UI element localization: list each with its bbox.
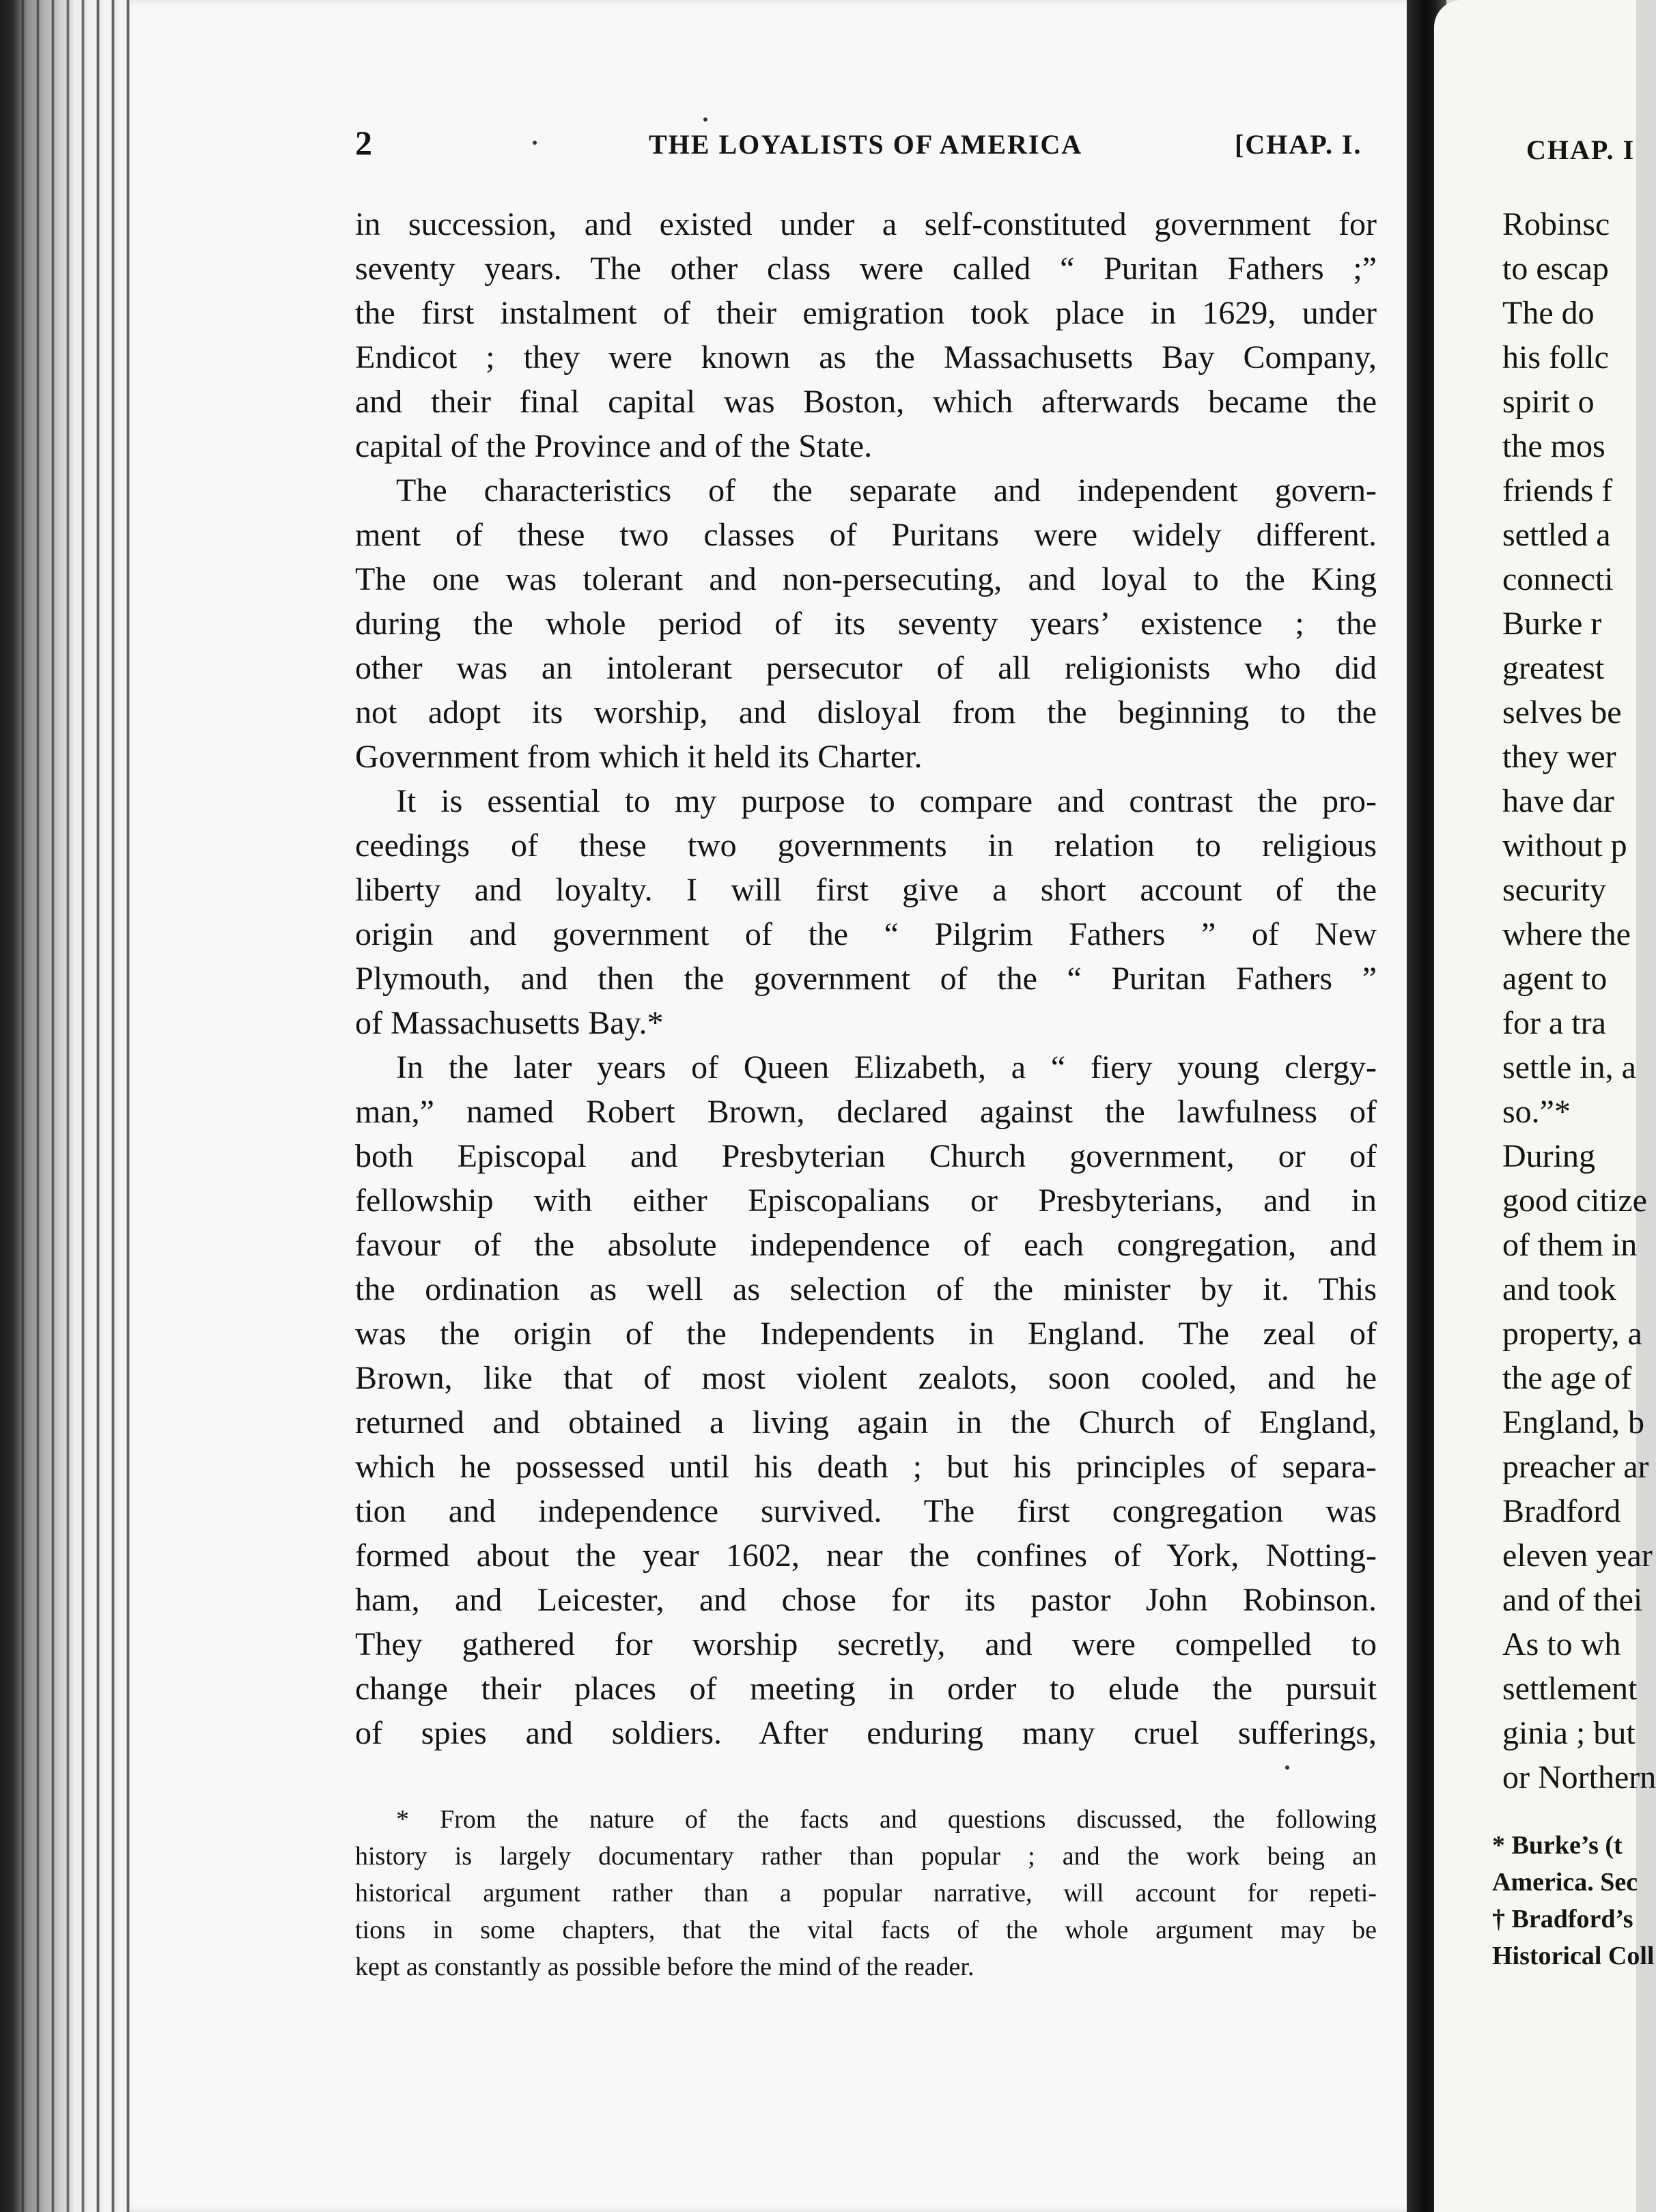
text-line: ham, and Leicester, and chose for its pastor John Robinson. (355, 1582, 1377, 1618)
right-text-line: without p (1502, 827, 1627, 864)
text-line: tion and independence survived. The first congregation was (355, 1493, 1377, 1529)
text-line: In the later years of Queen Elizabeth, a “ fiery young clergy- (396, 1049, 1377, 1086)
text-line: They gathered for worship secretly, and were compelled to (355, 1626, 1377, 1662)
right-text-line: Bradford (1502, 1493, 1621, 1529)
text-line: Brown, like that of most violent zealots, soon cooled, and he (355, 1360, 1377, 1396)
right-text-line: of them in (1502, 1227, 1638, 1263)
right-footnote-line: Historical Coll (1492, 1942, 1655, 1970)
footnote-line: historical argument rather than a popular narrative, will account for repeti- (355, 1879, 1377, 1908)
footnote-line: tions in some chapters, that the vital facts of the whole argument may be (355, 1916, 1377, 1944)
text-line: which he possessed until his death ; but his principles of separa- (355, 1449, 1377, 1485)
text-line: It is essential to my purpose to compare and contrast the pro- (396, 783, 1377, 819)
text-line: ment of these two classes of Puritans were widely different. (355, 517, 1377, 553)
right-footnote-line: America. Sec (1492, 1868, 1638, 1897)
right-text-line: where the (1502, 916, 1631, 952)
text-line: in succession, and existed under a self-constituted government for (355, 206, 1377, 242)
right-text-line: the mos (1502, 428, 1605, 464)
text-line: liberty and loyalty. I will first give a short account of the (355, 872, 1377, 908)
main-text (355, 202, 1377, 1755)
running-head (0, 124, 1636, 176)
text-line: both Episcopal and Presbyterian Church government, or of (355, 1138, 1377, 1174)
page-stack-edge (0, 0, 130, 2212)
right-text-line: his follc (1502, 339, 1609, 375)
right-text-line: England, b (1502, 1404, 1644, 1441)
right-text-line: connecti (1502, 561, 1614, 597)
right-text-line: settle in, a (1502, 1049, 1636, 1086)
text-line: of spies and soldiers. After enduring many cruel sufferings, (355, 1715, 1377, 1751)
text-line: fellowship with either Episcopalians or Presbyterians, and in (355, 1182, 1377, 1219)
speck (703, 117, 707, 122)
text-line: The characteristics of the separate and independent govern- (396, 472, 1377, 509)
text-line: the first instalment of their emigration took place in 1629, under (355, 295, 1377, 331)
text-line: was the origin of the Independents in England. The zeal of (355, 1316, 1377, 1352)
right-text-line: have dar (1502, 783, 1614, 819)
right-text-line: preacher ar (1502, 1449, 1649, 1485)
right-page-chapter-ref: CHAP. I (1526, 134, 1636, 165)
footnote (355, 1801, 1377, 1985)
text-line: not adopt its worship, and disloyal from the beginning to the (355, 694, 1377, 731)
right-text-line: they wer (1502, 739, 1616, 775)
right-text-line: settlement (1502, 1671, 1638, 1707)
right-text-line: and took (1502, 1271, 1616, 1307)
footnote-line: * From the nature of the facts and questions discussed, the following (396, 1805, 1377, 1834)
page-number: 2 (355, 124, 374, 162)
right-text-line: selves be (1502, 694, 1622, 731)
right-page-body (1502, 202, 1656, 1800)
text-line: man,” named Robert Brown, declared against the lawfulness of (355, 1094, 1377, 1130)
right-text-line: Burke r (1502, 606, 1602, 642)
right-text-line: security (1502, 872, 1606, 908)
chapter-reference: [CHAP. I. (1235, 129, 1362, 160)
text-line: the ordination as well as selection of the minister by it. This (355, 1271, 1377, 1307)
right-text-line: to escap (1502, 251, 1609, 287)
text-line: origin and government of the “ Pilgrim Fathers ” of New (355, 916, 1377, 952)
right-text-line: greatest (1502, 650, 1605, 686)
right-text-line: agent to (1502, 961, 1608, 997)
footnote-line: history is largely documentary rather than popular ; and the work being an (355, 1842, 1377, 1871)
right-text-line: for a tra (1502, 1005, 1606, 1041)
right-text-line: The do (1502, 295, 1595, 331)
right-text-line: spirit o (1502, 384, 1595, 420)
text-line: The one was tolerant and non-persecuting, and loyal to the King (355, 561, 1377, 597)
text-line: formed about the year 1602, near the confines of York, Notting- (355, 1537, 1377, 1574)
right-page (1434, 0, 1656, 2212)
right-text-line: ginia ; but (1502, 1715, 1636, 1751)
right-text-line: settled a (1502, 517, 1611, 553)
text-line: of Massachusetts Bay.* (355, 1005, 664, 1041)
right-text-line: During (1502, 1138, 1595, 1174)
speck (1285, 1766, 1289, 1770)
footnote-line: kept as constantly as possible before the mind of the reader. (355, 1953, 974, 1981)
text-line: favour of the absolute independence of each congregation, and (355, 1227, 1377, 1263)
right-page-footnotes (1492, 1827, 1654, 1974)
text-line: change their places of meeting in order to elude the pursuit (355, 1671, 1377, 1707)
right-text-line: friends f (1502, 472, 1613, 509)
text-line: returned and obtained a living again in the Church of England, (355, 1404, 1377, 1441)
right-text-line: property, a (1502, 1316, 1642, 1352)
right-footnote-line: * Burke’s (t (1492, 1831, 1623, 1860)
speck (533, 141, 537, 145)
text-line: Plymouth, and then the government of the “ Puritan Fathers ” (355, 961, 1377, 997)
text-line: during the whole period of its seventy years’ existence ; the (355, 606, 1377, 642)
right-text-line: eleven year (1502, 1537, 1653, 1574)
text-line: Government from which it held its Charter. (355, 739, 923, 775)
right-footnote-line: † Bradford’s (1492, 1905, 1633, 1933)
right-text-line: the age of (1502, 1360, 1632, 1396)
right-text-line: so.”* (1502, 1094, 1571, 1130)
right-text-line: good citize (1502, 1182, 1647, 1219)
text-line: other was an intolerant persecutor of all religionists who did (355, 650, 1377, 686)
right-text-line: Robinsc (1502, 206, 1610, 242)
text-line: ceedings of these two governments in relation to religious (355, 827, 1377, 864)
text-line: and their final capital was Boston, which afterwards became the (355, 384, 1377, 420)
text-line: capital of the Province and of the State. (355, 428, 873, 464)
right-text-line: and of thei (1502, 1582, 1643, 1618)
text-line: seventy years. The other class were called “ Puritan Fathers ;” (355, 251, 1377, 287)
right-text-line: or Northern (1502, 1759, 1656, 1796)
text-line: Endicot ; they were known as the Massachusetts Bay Company, (355, 339, 1377, 375)
running-title: THE LOYALISTS OF AMERICA (649, 129, 1083, 160)
right-text-line: As to wh (1502, 1626, 1621, 1662)
